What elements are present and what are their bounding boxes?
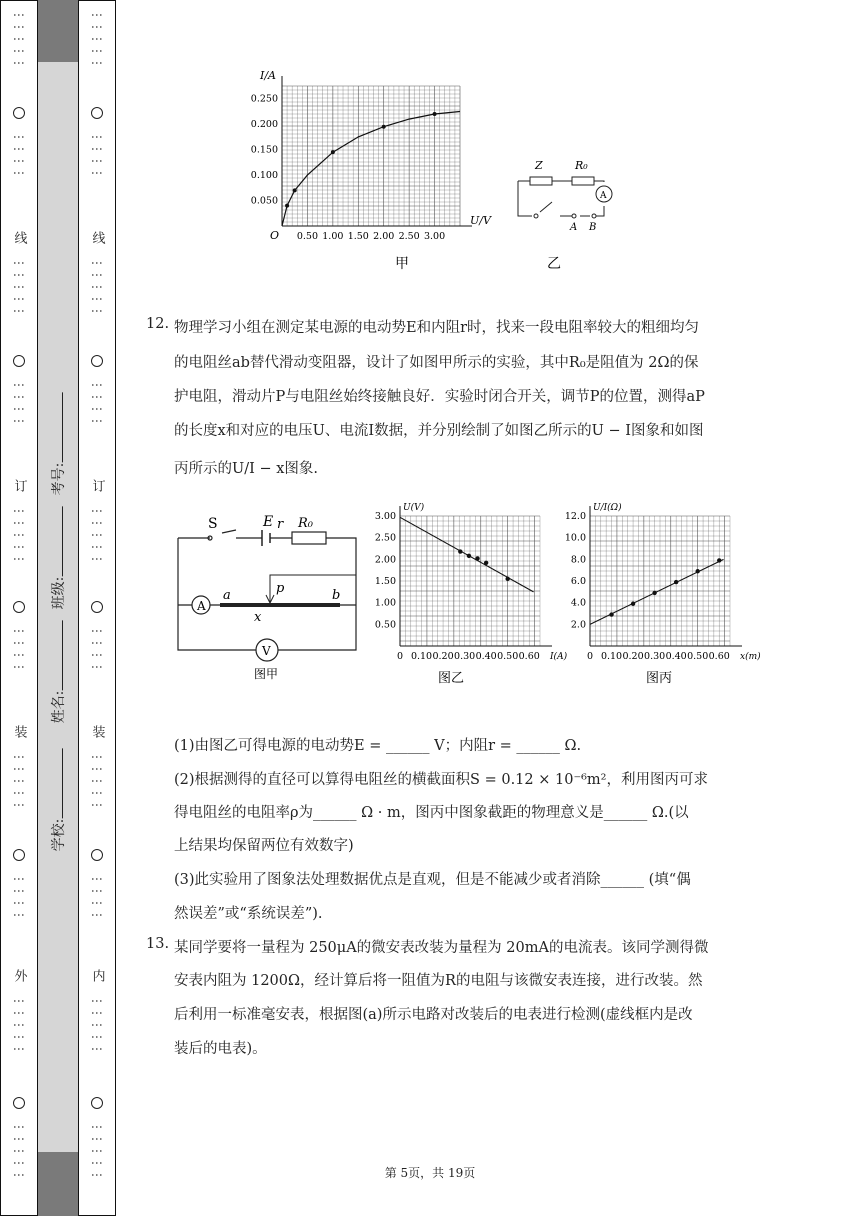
data-point	[674, 580, 678, 584]
emf-label: E	[263, 514, 274, 530]
circuit-b	[518, 177, 612, 218]
q13-text-line: 安表内阻为 1200Ω，经计算后将一阻值为R的电阻与该微安表连接，进行改装。然	[174, 973, 703, 989]
binding-mark-line: 线	[11, 231, 27, 245]
circuit-z-label: Z	[535, 159, 543, 172]
circuit-ammeter-label: A	[600, 191, 607, 201]
y-axis-label: U(V)	[403, 503, 425, 513]
circuit-a	[178, 530, 356, 661]
switch-label: S	[208, 516, 218, 532]
x-tick-label: 2.50	[398, 231, 420, 242]
name-label: 姓名:	[51, 690, 67, 724]
dotted-line: ⋮⋮⋮⋮⋮	[12, 505, 26, 565]
circuit-a-caption: 图甲	[254, 667, 279, 681]
ui-chart	[375, 502, 568, 662]
y-tick-label: 1.00	[374, 597, 396, 609]
q13-text-line: 装后的电表)。	[174, 1041, 267, 1057]
slider-p-label: p	[276, 581, 285, 596]
binding-mark-order: 订	[11, 479, 27, 493]
q12-text-line: 的电阻丝ab替代滑动变阻器，设计了如图甲所示的实验，其中R₀是阻值为 2Ω的保	[174, 355, 699, 371]
binding-mark-order: 订	[89, 479, 105, 493]
y-tick-label: 1.50	[374, 576, 396, 587]
x-tick-label: 0.10	[600, 651, 623, 662]
q12-sub2-line: (2)根据测得的直径可以算得电阻丝的横截面积S = 0.12 × 10⁻⁶m²，利用图丙可求	[174, 772, 708, 788]
dotted-line: ⋮⋮⋮⋮	[12, 625, 26, 673]
data-point	[484, 561, 488, 565]
y-tick-label: 3.00	[374, 511, 396, 522]
q12-sub2-line: 上结果均保留两位有效数字)	[174, 838, 354, 854]
class-label: 班级:	[51, 576, 67, 610]
q12-sub2-line: 得电阻丝的电阻率ρ为______ Ω · m，图丙中图象截距的物理意义是______ Ω.(以	[174, 805, 689, 821]
data-point	[382, 125, 386, 129]
y-tick-label: 2.00	[374, 554, 396, 566]
y-tick-label: 0.200	[250, 119, 278, 131]
page-footer: 第 5页，共 19页	[384, 1166, 476, 1180]
iu-curve	[282, 112, 460, 227]
y-tick-label: 0.100	[250, 170, 278, 182]
school-label: 学校:	[51, 818, 67, 852]
circuit-a-label: A	[570, 222, 578, 233]
binding-circle	[91, 1097, 103, 1109]
dotted-line: ⋮⋮⋮⋮⋮	[90, 257, 104, 317]
dotted-line: ⋮⋮⋮⋮⋮	[90, 1121, 104, 1181]
x-tick-label: 0.20	[622, 651, 644, 662]
q12-sub3-line: (3)此实验用了图象法处理数据优点是直观，但是不能减少或者消除______ (填“偶	[174, 872, 691, 888]
gutter-shade-bottom	[38, 1152, 78, 1216]
x-axis-label: x(m)	[740, 652, 761, 662]
binding-circle	[13, 1097, 25, 1109]
x-tick-label: 1.50	[347, 231, 369, 242]
origin-label: O	[270, 229, 280, 242]
x-tick-label: 0.30	[454, 651, 476, 662]
data-point	[293, 188, 297, 192]
dotted-line: ⋮⋮⋮⋮	[90, 873, 104, 921]
question-number: 13.	[146, 936, 170, 952]
inner-binding-strip	[78, 0, 116, 1216]
data-point	[717, 558, 721, 562]
y-tick-label: 0.250	[250, 93, 278, 105]
q13-text-line: 后利用一标准毫安表，根据图(a)所示电路对改装后的电表进行检测(虚线框内是改	[174, 1007, 693, 1023]
binding-mark-bind: 装	[11, 725, 27, 739]
dotted-line: ⋮⋮⋮⋮	[90, 625, 104, 673]
binding-circle	[13, 601, 25, 613]
data-point	[695, 569, 699, 573]
circuit-r0-label: R₀	[575, 159, 588, 172]
data-point	[631, 602, 635, 606]
figure-row	[170, 500, 761, 690]
ammeter-label: A	[197, 599, 206, 613]
binding-circle	[91, 355, 103, 367]
x-tick-label: 0.50	[296, 231, 319, 242]
length-x-label: x	[254, 610, 262, 625]
dotted-line: ⋮⋮⋮⋮	[90, 131, 104, 179]
school-field[interactable]	[48, 749, 68, 852]
dotted-line: ⋮⋮⋮⋮	[90, 379, 104, 427]
y-axis-label: U/I(Ω)	[593, 503, 622, 513]
fit-line	[400, 517, 534, 592]
wire-a-label: a	[223, 588, 231, 603]
x-tick-label: 0.60	[518, 651, 540, 662]
x-tick-label: 3.00	[423, 231, 446, 242]
dotted-line: ⋮⋮⋮⋮	[12, 379, 26, 427]
y-tick-label: 2.50	[374, 532, 396, 544]
x-tick-label: 0.10	[410, 651, 433, 662]
y-tick-label: 0.050	[250, 195, 278, 207]
x-tick-label: 0	[586, 651, 594, 662]
circuit-caption: 乙	[547, 256, 561, 272]
internal-r-label: r	[277, 517, 284, 532]
binding-margin	[0, 0, 118, 1216]
question-number: 12.	[146, 316, 170, 332]
dotted-line: ⋮⋮⋮⋮⋮	[12, 257, 26, 317]
y-tick-label: 12.0	[564, 511, 586, 522]
y-tick-label: 4.0	[570, 597, 586, 609]
wire-b-label: b	[332, 588, 341, 603]
exam-number-label: 考号:	[51, 462, 67, 496]
x-tick-label: 2.00	[373, 231, 395, 242]
dotted-line: ⋮⋮⋮⋮⋮	[90, 995, 104, 1055]
y-axis-label: I/A	[260, 69, 276, 82]
voltmeter-label: V	[262, 644, 271, 658]
data-point	[331, 150, 335, 154]
binding-circle	[13, 107, 25, 119]
y-tick-label: 10.0	[564, 532, 586, 544]
dotted-line: ⋮⋮⋮⋮⋮	[90, 9, 104, 69]
x-axis-label: I(A)	[550, 652, 568, 662]
data-point	[609, 612, 613, 616]
data-point	[433, 112, 437, 116]
data-point	[652, 591, 656, 595]
name-field[interactable]	[48, 621, 68, 724]
dotted-line: ⋮⋮⋮⋮⋮	[12, 995, 26, 1055]
y-tick-label: 8.0	[570, 554, 586, 566]
exam-number-field[interactable]	[48, 393, 68, 496]
y-tick-label: 6.0	[570, 576, 586, 587]
dotted-line: ⋮⋮⋮⋮	[12, 873, 26, 921]
binding-mark-bind: 装	[89, 725, 105, 739]
outer-binding-strip	[0, 0, 38, 1216]
q13-text-line: 某同学要将一量程为 250μA的微安表改装为量程为 20mA的电流表。该同学测得微	[174, 940, 709, 956]
dotted-line: ⋮⋮⋮⋮⋮	[12, 9, 26, 69]
binding-circle	[91, 601, 103, 613]
dotted-line: ⋮⋮⋮⋮⋮	[90, 505, 104, 565]
q12-sub1: (1)由图乙可得电源的电动势E = ______ V；内阻r = ______ Ω.	[174, 738, 582, 754]
data-point	[505, 577, 509, 581]
y-tick-label: 0.50	[374, 619, 396, 631]
class-field[interactable]	[48, 507, 68, 610]
dotted-line: ⋮⋮⋮⋮⋮	[90, 751, 104, 811]
iu-chart	[251, 76, 472, 242]
q12-text-line: 丙所示的U/I − x图象.	[174, 461, 318, 477]
data-point	[467, 554, 471, 558]
ux-chart	[565, 502, 761, 662]
binding-circle	[91, 849, 103, 861]
x-tick-label: 1.00	[322, 231, 344, 242]
binding-circle	[13, 355, 25, 367]
data-point	[475, 556, 479, 560]
dotted-line: ⋮⋮⋮⋮⋮	[12, 751, 26, 811]
x-tick-label: 0.30	[644, 651, 666, 662]
gutter-shade-top	[38, 0, 78, 62]
y-tick-label: 2.0	[570, 619, 586, 631]
q12-text-line: 的长度x和对应的电压U、电流I数据，并分别绘制了如图乙所示的U − I图象和如图	[174, 423, 704, 439]
dotted-line: ⋮⋮⋮⋮⋮	[12, 1121, 26, 1181]
binding-circle	[13, 849, 25, 861]
binding-mark-line: 线	[89, 231, 105, 245]
x-tick-label: 0.50	[687, 651, 709, 662]
figure-top	[230, 64, 630, 274]
x-tick-label: 0.50	[497, 651, 519, 662]
q12-text-line: 物理学习小组在测定某电源的电动势E和内阻r时，找来一段电阻率较大的粗细均匀	[174, 320, 700, 336]
binding-circle	[91, 107, 103, 119]
circuit-b-label: B	[589, 222, 597, 233]
data-point	[458, 549, 462, 553]
x-tick-label: 0.20	[432, 651, 454, 662]
x-tick-label: 0	[396, 651, 404, 662]
chart-c-caption: 图丙	[646, 671, 673, 686]
data-point	[285, 204, 289, 208]
x-tick-label: 0.60	[708, 651, 730, 662]
q12-sub3-line: 然误差”或“系统误差”).	[174, 906, 323, 922]
dotted-line: ⋮⋮⋮⋮	[12, 131, 26, 179]
y-tick-label: 0.150	[250, 144, 278, 156]
chart-caption: 甲	[395, 256, 409, 272]
chart-b-caption: 图乙	[438, 671, 465, 686]
x-axis-label: U/V	[470, 214, 491, 227]
x-tick-label: 0.40	[665, 651, 687, 662]
binding-mark-outer: 外	[11, 969, 27, 983]
x-tick-label: 0.40	[475, 651, 497, 662]
q12-text-line: 护电阻，滑动片P与电阻丝始终接触良好．实验时闭合开关，调节P的位置，测得aP	[174, 389, 705, 405]
binding-mark-inner: 内	[89, 969, 105, 983]
r0-label: R₀	[298, 516, 313, 531]
